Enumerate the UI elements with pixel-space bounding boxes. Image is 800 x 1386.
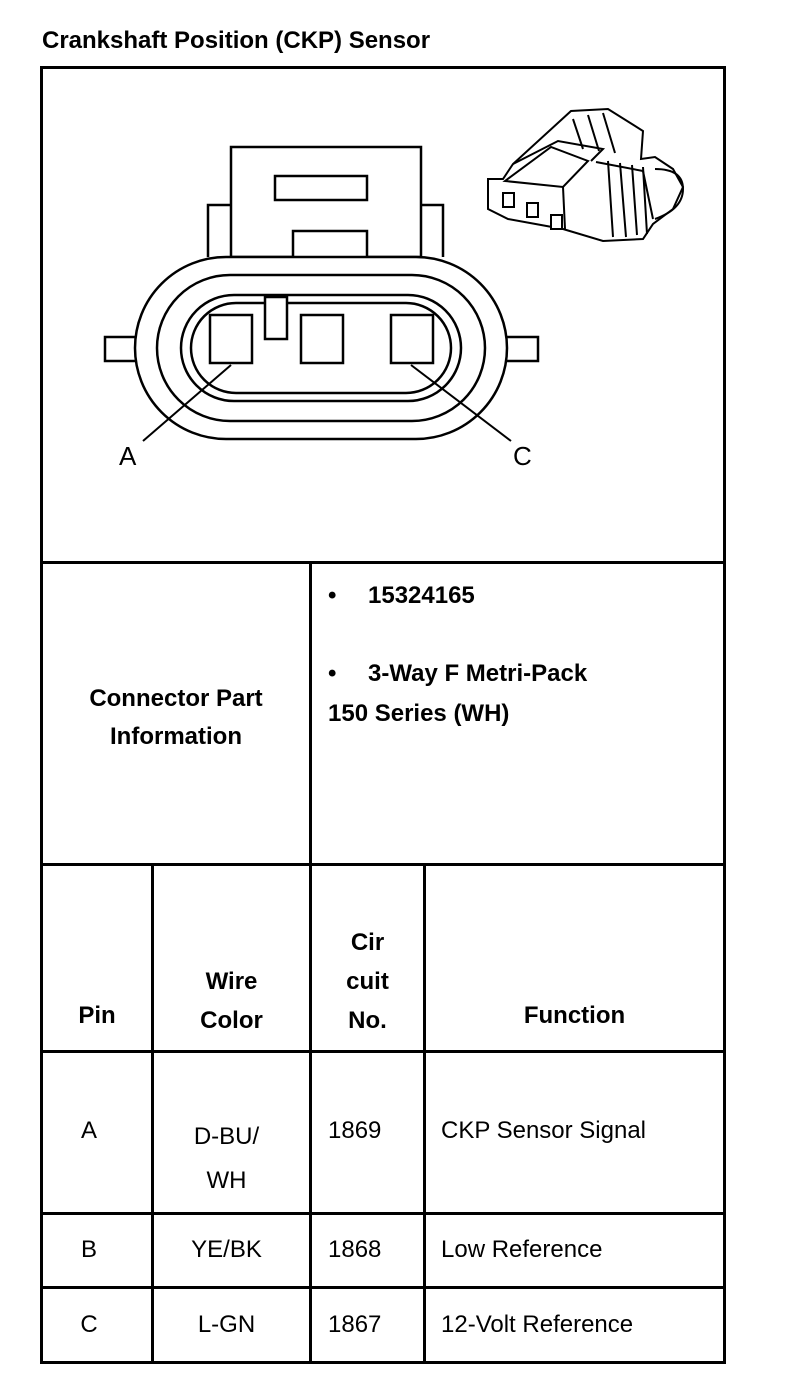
row-a-circuit: 1869	[328, 1117, 382, 1144]
connector-diagram	[43, 69, 723, 561]
row-c-pin: C	[80, 1311, 98, 1338]
divider-header	[40, 1050, 726, 1053]
header-wire-color: Wire Color	[200, 968, 263, 1034]
header-pin: Pin	[78, 1002, 116, 1029]
description-bullet: •	[328, 660, 337, 687]
header-function: Function	[523, 1002, 626, 1029]
pin-cavity-b	[301, 315, 343, 363]
divider-row-b	[40, 1286, 726, 1289]
left-mount-ear	[105, 337, 137, 361]
row-c-circuit: 1867	[328, 1311, 382, 1338]
divider-connector-info	[40, 863, 726, 866]
row-a-pin: A	[80, 1117, 97, 1144]
pin-label-c: C	[513, 441, 532, 471]
divider-diagram	[40, 561, 726, 564]
connector-info-label: Connector Part Information	[89, 685, 263, 750]
right-mount-ear	[506, 337, 538, 361]
row-a-function: CKP Sensor Signal	[441, 1117, 647, 1144]
connector-description-line2: 150 Series (WH)	[328, 700, 510, 727]
connector-face-drawing	[43, 69, 723, 561]
divider-row-a	[40, 1212, 726, 1215]
row-a-wire-color: D-BU/ WH	[193, 1123, 260, 1194]
row-b-circuit: 1868	[328, 1236, 382, 1263]
pin-cavity-c	[391, 315, 433, 363]
row-c-wire-color: L-GN	[197, 1311, 256, 1338]
divider-col-circuit	[423, 863, 426, 1363]
page-title: Crankshaft Position (CKP) Sensor	[42, 27, 431, 54]
polarity-key	[265, 297, 287, 339]
pin-cavity-a	[210, 315, 252, 363]
part-number-bullet: •	[328, 582, 337, 609]
row-b-function: Low Reference	[441, 1236, 603, 1263]
pin-label-a: A	[119, 441, 137, 471]
connector-3d-view	[488, 109, 683, 241]
row-b-wire-color: YE/BK	[191, 1236, 262, 1263]
divider-col-pin	[151, 863, 154, 1363]
row-c-function: 12-Volt Reference	[441, 1311, 634, 1338]
part-number: 15324165	[368, 582, 475, 609]
row-b-pin: B	[80, 1236, 97, 1263]
header-circuit-no: Cir cuit No.	[346, 929, 389, 1034]
connector-description-line1: 3-Way F Metri-Pack	[368, 660, 588, 687]
